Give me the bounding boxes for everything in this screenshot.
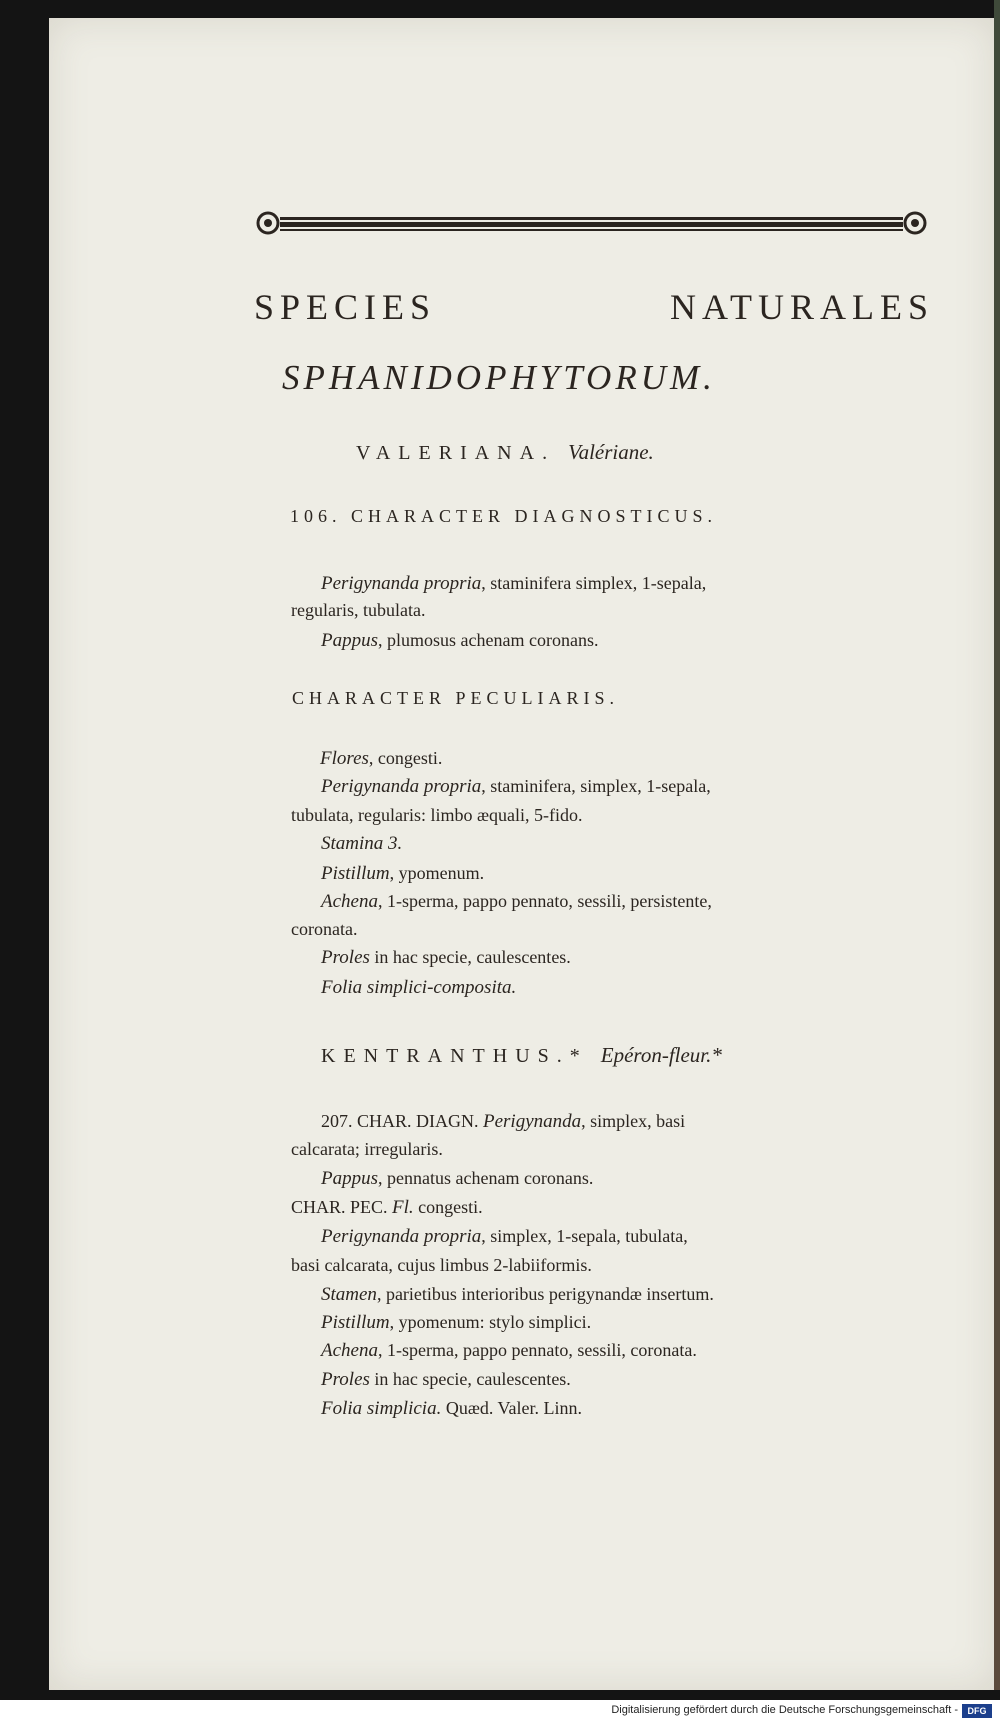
text-line: Stamen, parietibus interioribus perigynandæ insertum. bbox=[321, 1284, 714, 1305]
text-line: Proles in hac specie, caulescentes. bbox=[321, 947, 571, 968]
book-page bbox=[49, 18, 995, 1690]
text-line: Folia simplici-composita. bbox=[321, 977, 517, 998]
page-subtitle: SPHANIDOPHYTORUM. bbox=[282, 358, 716, 397]
section-heading: CHARACTER PECULIARIS. bbox=[292, 688, 620, 708]
ornament-rule bbox=[254, 208, 929, 238]
text-line: Perigynanda propria, staminifera simplex, 1-sepala, bbox=[321, 573, 707, 594]
dfg-logo: DFG bbox=[962, 1704, 992, 1718]
text-line: Pistillum, ypomenum: stylo simplici. bbox=[321, 1312, 592, 1333]
book-edge bbox=[994, 0, 1000, 1690]
text-line: coronata. bbox=[291, 919, 358, 939]
text-line: Perigynanda propria, simplex, 1-sepala, tubulata, bbox=[321, 1226, 688, 1247]
text-line: Achena, 1-sperma, pappo pennato, sessili, persistente, bbox=[321, 891, 712, 912]
text-line: Proles in hac specie, caulescentes. bbox=[321, 1369, 571, 1390]
genus-name: KENTRANTHUS.* bbox=[321, 1045, 588, 1067]
text-line: basi calcarata, cujus limbus 2-labiiformis. bbox=[291, 1255, 592, 1275]
text-line: calcarata; irregularis. bbox=[291, 1139, 443, 1159]
footer-credit: Digitalisierung gefördert durch die Deutsche Forschungsgemeinschaft - bbox=[611, 1704, 958, 1716]
text-line: CHAR. PEC. Fl. congesti. bbox=[291, 1197, 483, 1218]
text-line: Perigynanda propria, staminifera, simplex, 1-sepala, bbox=[321, 776, 711, 797]
text-line: Pappus, plumosus achenam coronans. bbox=[321, 630, 599, 651]
title-word-2: NATURALES bbox=[669, 287, 934, 327]
genus-name: VALERIANA. bbox=[356, 442, 556, 464]
text-line: Pistillum, ypomenum. bbox=[321, 863, 485, 884]
text-line: regularis, tubulata. bbox=[291, 600, 426, 620]
footer-bar bbox=[0, 1700, 1000, 1723]
text-line: Folia simplicia. Quæd. Valer. Linn. bbox=[321, 1398, 582, 1419]
text-line: Achena, 1-sperma, pappo pennato, sessili, coronata. bbox=[321, 1340, 697, 1361]
text-line: Pappus, pennatus achenam coronans. bbox=[321, 1168, 594, 1189]
title-word-1: SPECIES bbox=[254, 287, 437, 327]
genus-heading-valeriana bbox=[356, 440, 654, 465]
section-heading: 106. CHARACTER DIAGNOSTICUS. bbox=[290, 506, 718, 526]
text-line: tubulata, regularis: limbo æquali, 5-fido. bbox=[291, 805, 583, 825]
text-line: Stamina 3. bbox=[321, 833, 403, 854]
genus-heading-kentranthus bbox=[321, 1043, 722, 1068]
genus-vernacular: Valériane. bbox=[568, 440, 654, 464]
text-line: 207. CHAR. DIAGN. Perigynanda, simplex, basi bbox=[321, 1111, 686, 1132]
text-line: Flores, congesti. bbox=[320, 748, 443, 769]
genus-vernacular: Epéron-fleur.* bbox=[600, 1043, 722, 1067]
page-title bbox=[254, 286, 934, 328]
